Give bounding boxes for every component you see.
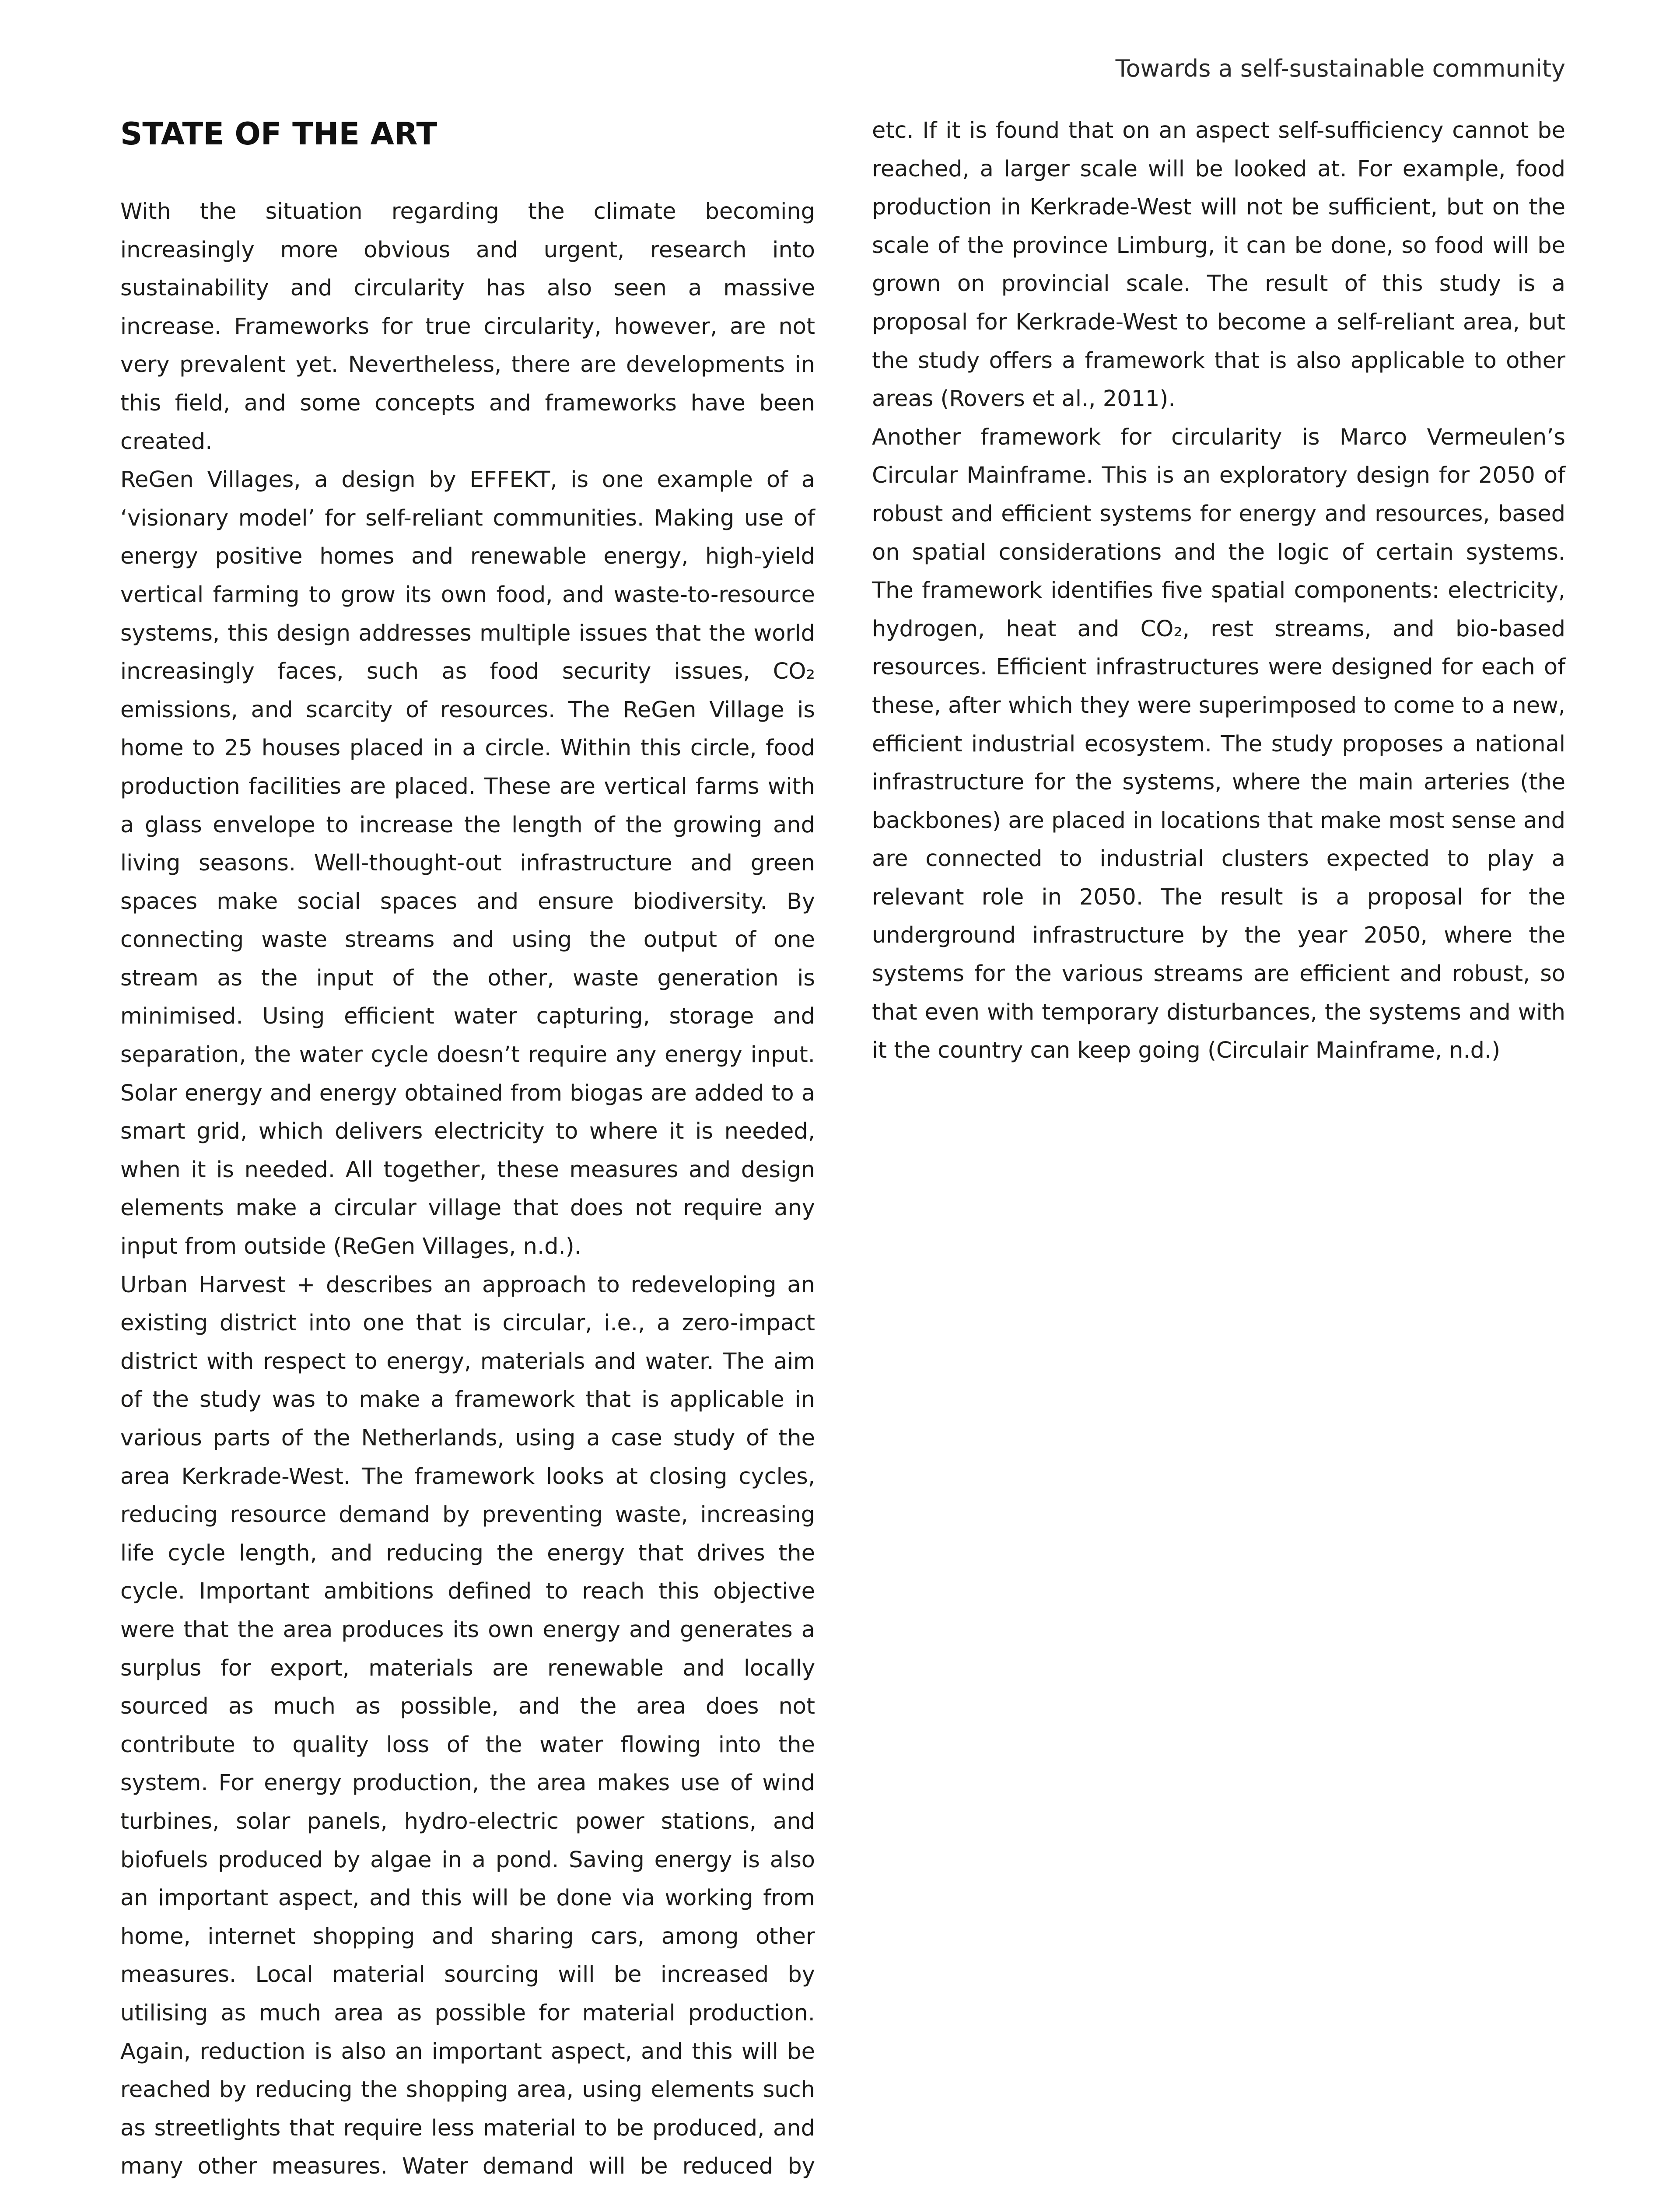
paragraph-urban-harvest-continued: etc. If it is found that on an aspect self-sufficiency cannot be reached, a larger scale will be looked at. For example, food production in Kerkrade-West will not be sufficient, but on the scale of the province Limburg, it can be done, so food will be grown on provincial scale. The result of this study is a proposal for Kerkrade-West to become a self-reliant area, but the study offers a framework that is also applicable to other areas (Rovers et al., 2011). bbox=[872, 118, 1565, 412]
paragraph-urban-harvest: Urban Harvest + describes an approach to redeveloping an existing district into one that is circular, i.e., a zero-impact district with respect to energy, materials and water. The aim of the study was to make a framework that is applicable in various parts of the Netherlands, using a case study of the area Kerkrade-West. The framework looks at closing cycles, reducing resource demand by preventing waste, increasing life cycle length, and reducing the energy that drives the cycle. Important ambitions defined to reach this objective were that the area produces its own energy and generates a surplus for export, materials are renewable and locally sourced as much as possible, and the area does not contribute to quality loss of the water flowing into the system. For energy production, the area makes use of wind turbines, solar panels, hydro-electric power stations, and biofuels produced by algae in a pond. Saving energy is also an important aspect, and this will be done via working from home, internet shopping and sharing cars, among other measures. Local material sourcing will be increased by utilising as much area as possible for material production. Again, reduction is also an important aspect, and this will be reached by reducing the shopping area, using elements such as streetlights that require less material to be produced, and many other measures. Water demand will be reduced by bbox=[120, 1272, 815, 2180]
paragraph-regen-villages: ReGen Villages, a design by EFFEKT, is one example of a ‘visionary model’ for self-reliant communities. Making use of energy positive homes and renewable energy, high-yield vertical farming to grow its own food, and waste-to-resource systems, this design addresses multiple issues that the world increasingly faces, such as food security issues, CO₂ emissions, and scarcity of resources. The ReGen Village is home to 25 houses placed in a circle. Within this circle, food production facilities are placed. These are vertical farms with a glass envelope to increase the length of the growing and living seasons. Well-thought-out infrastructure and green spaces make social spaces and ensure biodiversity. By connecting waste streams and using the output of one stream as the input of the other, waste generation is minimised. Using efficient water capturing, storage and separation, the water cycle doesn’t require any energy input. Solar energy and energy obtained from biogas are added to a smart grid, which delivers electricity to where it is needed, when it is needed. All together, these measures and design elements make a circular village that does not require any input from outside (ReGen Villages, n.d.). bbox=[120, 467, 815, 1260]
section-title: STATE OF THE ART bbox=[120, 116, 438, 152]
right-text-column bbox=[872, 112, 1565, 1070]
paragraph-introduction: With the situation regarding the climate becoming increasingly more obvious and urgent, research into sustainability and circularity has also seen a massive increase. Frameworks for true circularity, however, are not very prevalent yet. Nevertheless, there are developments in this field, and some concepts and frameworks have been created. bbox=[120, 199, 815, 455]
running-header-title: Towards a self-sustainable community bbox=[1115, 55, 1565, 82]
left-text-column bbox=[120, 193, 815, 2188]
paragraph-circular-mainframe: Another framework for circularity is Marco Vermeulen’s Circular Mainframe. This is an exploratory design for 2050 of robust and efficient systems for energy and resources, based on spatial considerations and the logic of certain systems. The framework identifies five spatial components: electricity, hydrogen, heat and CO₂, rest streams, and bio-based resources. Efficient infrastructures were designed for each of these, after which they were superimposed to come to a new, efficient industrial ecosystem. The study proposes a national infrastructure for the systems, where the main arteries (the backbones) are placed in locations that make most sense and are connected to industrial clusters expected to play a relevant role in 2050. The result is a proposal for the underground infrastructure by the year 2050, where the systems for the various streams are efficient and robust, so that even with temporary disturbances, the systems and with it the country can keep going (Circulair Mainframe, n.d.) bbox=[872, 424, 1565, 1064]
